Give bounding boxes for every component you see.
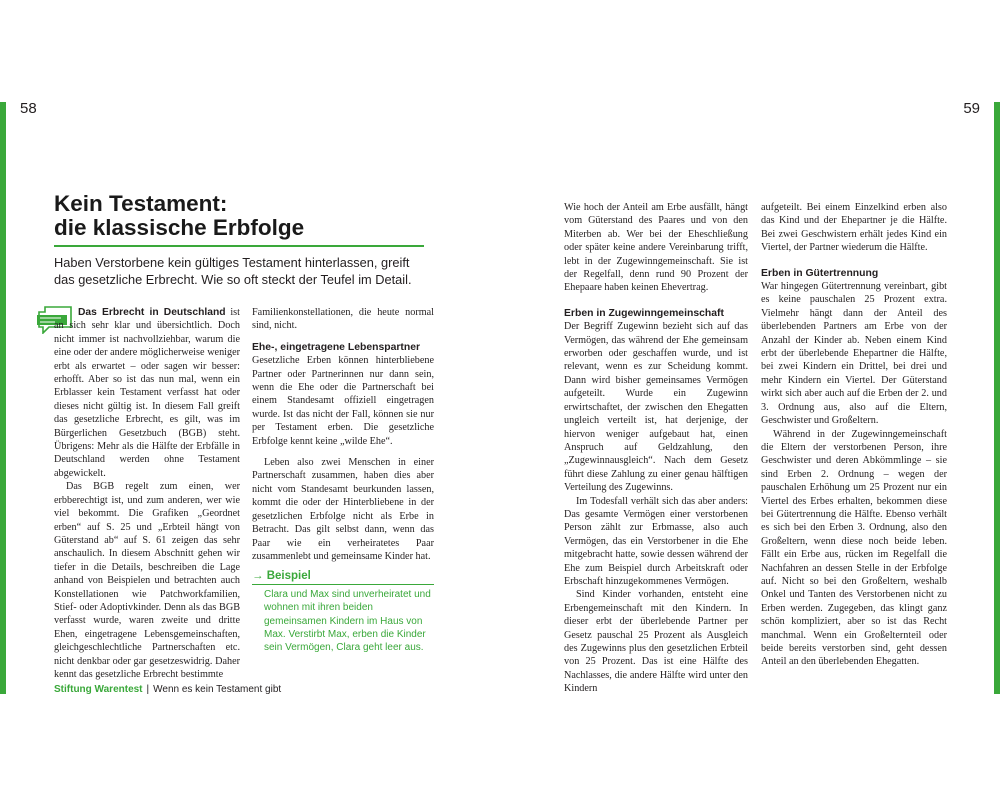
paragraph: aufgeteilt. Bei einem Einzelkind erben also das Kind und der Ehepartner je die Hälfte. Bei zwei Geschwistern erhält jedes Kind ein Viertel, der Partner wiederum die Hälfte. <box>761 202 947 254</box>
paragraph: Wie hoch der Anteil am Erbe ausfällt, hängt vom Güterstand des Paares und von den Miterben ab. Wer bei der Eheschließung oder später keine andere Vereinbarung trifft, lebt in der Zugewinngemeinschaft. Sie ist der Regelfall, denn rund 90 Prozent der Ehepaare haben keinen Ehevertrag. <box>564 202 748 294</box>
example-text: Clara und Max sind unverheiratet und wohnen mit ihren beiden gemeinsamen Kindern im Haus von Max. Verstirbt Max, erben die Kinder sein Vermögen, Clara geht leer aus. <box>264 589 431 654</box>
paragraph <box>54 306 240 480</box>
paragraph-text: ist an sich sehr klar und übersichtlich. Doch nicht immer ist nachvollziehbar, warum die eine oder der andere möglicherweise weniger erbt als erwartet – oder sagen wir besser: erhofft. Aber so ist das nun mal, wenn ein Erblasser kein Testament verfasst hat oder dieses nicht gültig ist. In diesem Fall greift das gesetzliche Erbrecht, es gilt, was im Bürgerlichen Gesetzbuch (BGB) steht. Übrigens: Mehr als die Hälfte der Erbfälle in Deutschland werden ohne Testament abgewickelt. <box>54 307 240 479</box>
example-heading: → Beispiel <box>252 570 311 582</box>
paragraph: Der Begriff Zugewinn bezieht sich auf das Vermögen, das während der Ehe gemeinsam erworben oder geschaffen wurde, und ist relevant, wenn es zur Scheidung kommt. Dann wird bisher gemeinsames Vermögen aufgeteilt. Wurde ein Zugewinn erwirtschaftet, der zwischen den Ehegatten ungleich verteilt ist, hat derjenige, der hiervon weniger aufgebaut hat, einen Anspruch auf Geldzahlung, den „Zugewinnausgleich“. Nach dem Gesetz führt diese Zahlung zu einer genau hälftigen Verteilung des Zugewinns. <box>564 321 748 494</box>
left-page-column-2 <box>252 306 434 563</box>
paragraph: Im Todesfall verhält sich das aber anders: Das gesamte Vermögen einer verstorbenen Person zählt zur Erbmasse, also auch Vermögen, das ein Verstorbener in die Ehe mitgebracht hatte, sowie dessen während der Ehe zum Beispiel durch Arbeitskraft oder Erbschaft hinzugekommenes Vermögen. <box>564 495 748 587</box>
chapter-title <box>54 192 434 240</box>
chapter-title-line-1: Kein Testament: <box>54 191 228 216</box>
footer-brand: Stiftung Warentest <box>54 684 143 695</box>
lead-paragraph: Haben Verstorbene kein gültiges Testament hinterlassen, greift das gesetzliche Erbrecht. Wie so oft steckt der Teufel im Detail. <box>54 255 412 287</box>
right-page-edge-bar <box>994 102 1000 694</box>
paragraph: Leben also zwei Menschen in einer Partnerschaft zusammen, haben dies aber nicht vom Standesamt beurkunden lassen, kommt die oder der Hinterbliebene in der gesetzlichen Erbfolge nicht als Erbe in Betracht. Das gilt selbst dann, wenn das Paar wie ein verheiratetes Paar zusammenlebt und gemeinsame Kinder hat. <box>252 457 434 562</box>
example-divider <box>252 584 434 585</box>
paragraph: Familienkonstellationen, die heute normal sind, nicht. <box>252 307 434 332</box>
section-heading: Ehe-, eingetragene Lebenspartner <box>252 341 421 353</box>
title-underline <box>54 245 424 247</box>
right-page-number: 59 <box>963 100 980 117</box>
left-page-number: 58 <box>20 100 37 117</box>
right-page-column-1 <box>564 201 748 696</box>
footer-separator: | <box>146 684 150 695</box>
paragraph: Während in der Zugewinngemeinschaft die Eltern der verstorbenen Person, ihre Geschwister und deren Abkömmlinge – sie sind Erben 2. Ordnung – wegen der pauschalen Erhöhung um 25 Prozent nur ein Viertel des Erbes erhalten, bekommen diese bei Gütertrennung die Hälfte. Ebenso verhält es sich bei den Erben 3. Ordnung, also den Großeltern, wenn diese noch beide leben. Fällt ein Erbe aus, rücken im Regelfall die Nachfahren an dessen Stelle in der Erbfolge auf. Nicht so bei den Großeltern, weshalb Onkel und Tanten des Verstorbenen nicht zu Erben werden. Zugegeben, das klingt ganz schön kompliziert, aber so ist das Recht manchmal. Wenn ein Großelternteil oder beide bereits verstorben sind, geht dessen Anteil an den überlebenden Ehegatten. <box>761 428 947 668</box>
paragraph: Gesetzliche Erben können hinterbliebene Partner oder Partnerinnen nur dann sein, wenn die Ehe oder die Partnerschaft bei einem Standesamt offiziell eingetragen wurde. Ist das nicht der Fall, können sie nur per Testament erben. Die gesetzliche Erbfolge kennt keine „wilde Ehe“. <box>252 355 434 447</box>
paragraph: Das BGB regelt zum einen, wer erbberechtigt ist, und zum anderen, wer wie viel bekommt. Die Grafiken „Geordnet erben“ auf S. 25 und „Erbteil hängt von Güterstand ab“ auf S. 61 zeigen das sehr anschaulich. In diesem Abschnitt gehen wir tiefer in die Details, beschreiben die Lage anhand von Beispielen und betrachten auch Konstellationen wie Patchworkfamilien, Stief- oder Adoptivkinder. Denn als das BGB verfasst wurde, waren zweite und dritte Ehen, eingetragene Lebensgemeinschaften, gleichgeschlechtliche Partnerschaften etc. nicht denkbar oder gar gesetzeswidrig. Daher kennt das gesetzliche Erbrecht bestimmte <box>54 481 240 680</box>
left-page-column-1 <box>54 306 240 681</box>
left-page-edge-bar <box>0 102 6 694</box>
paragraph: War hingegen Gütertrennung vereinbart, gibt es keine pauschalen 25 Prozent extra. Vielmehr hängt dann der Anteil des überlebenden Partners am Erbe von der Anzahl der Kinder ab. Neben einem Kind erbt der überlebende Ehepartner die Hälfte, bei zwei Kindern ein Drittel, bei drei und mehr Kindern ein Viertel. Der Güterstand wirkt sich aber auch auf die Erben der 2. und 3. Ordnung aus, also auf die Eltern, Geschwister und Großeltern. <box>761 281 947 427</box>
page-footer <box>54 684 281 695</box>
section-heading: Erben in Zugewinngemeinschaft <box>564 307 724 319</box>
lead-in-text: Das Erbrecht in Deutschland <box>78 307 226 318</box>
section-heading: Erben in Gütertrennung <box>761 267 879 279</box>
right-page-column-2 <box>761 201 947 669</box>
paragraph: Sind Kinder vorhanden, entsteht eine Erbengemeinschaft mit den Kindern. In dieser erbt der überlebende Partner per Gesetz pauschal 25 Prozent als Ausgleich des Zugewinns plus den gesetzlichen Erbteil von 25 Prozent. Das ist eine Hälfte des Nachlasses, die andere Hälfte wird unter den Kindern <box>564 589 748 695</box>
footer-chapter-text: Wenn es kein Testament gibt <box>153 684 282 695</box>
chapter-title-line-2: die klassische Erbfolge <box>54 215 305 240</box>
example-box <box>252 569 434 654</box>
